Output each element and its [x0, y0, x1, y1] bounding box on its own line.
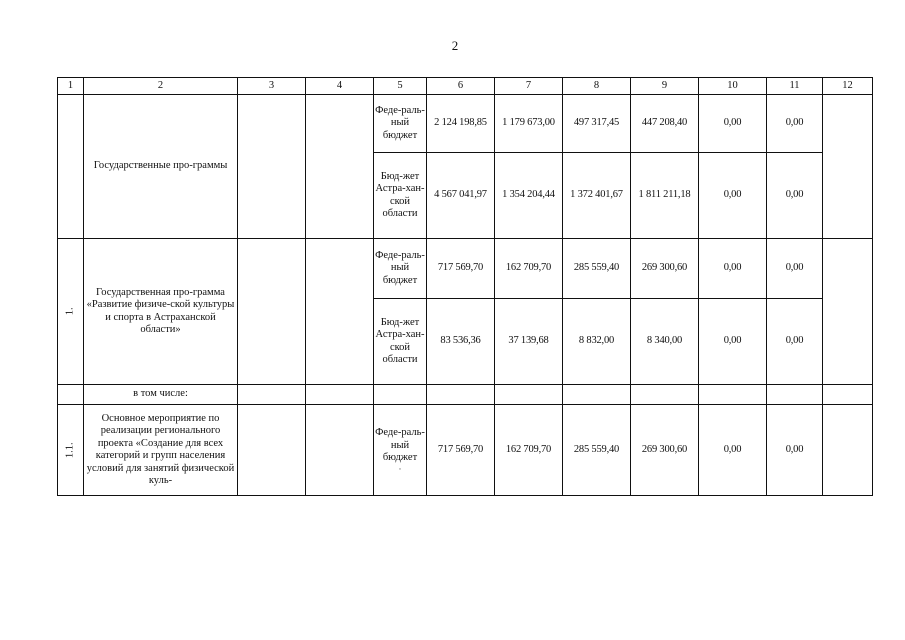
value-cell: 0,00: [699, 153, 767, 239]
column-header: 4: [306, 78, 374, 95]
empty-cell: [58, 385, 84, 405]
value-cell: 1 179 673,00: [495, 95, 563, 153]
empty-cell: [238, 385, 306, 405]
budget-source: Бюд-жет Астра-хан-ской области: [374, 299, 427, 385]
value-cell: 0,00: [767, 405, 823, 496]
budget-source: [374, 405, 427, 496]
value-cell: 497 317,45: [563, 95, 631, 153]
column-header: 11: [767, 78, 823, 95]
column-header: 10: [699, 78, 767, 95]
column-header: 5: [374, 78, 427, 95]
column-header: 6: [427, 78, 495, 95]
empty-cell: [238, 95, 306, 239]
empty-cell: [238, 405, 306, 496]
column-header: 2: [84, 78, 238, 95]
value-cell: 717 569,70: [427, 239, 495, 299]
value-cell: 0,00: [767, 239, 823, 299]
value-cell: 162 709,70: [495, 405, 563, 496]
empty-cell: [823, 239, 873, 385]
value-cell: 2 124 198,85: [427, 95, 495, 153]
empty-cell: [306, 95, 374, 239]
value-cell: 0,00: [767, 299, 823, 385]
table-row: [58, 385, 873, 405]
column-header: 7: [495, 78, 563, 95]
row-name: Основное мероприятие по реализации регионального проекта «Создание для всех категорий и групп населения условий для занятий физической куль-: [84, 405, 238, 496]
empty-cell: [823, 95, 873, 239]
value-cell: 447 208,40: [631, 95, 699, 153]
empty-cell: [495, 385, 563, 405]
empty-cell: [238, 239, 306, 385]
empty-cell: [823, 385, 873, 405]
value-cell: 0,00: [699, 95, 767, 153]
value-cell: 0,00: [767, 95, 823, 153]
value-cell: 285 559,40: [563, 405, 631, 496]
row-name: Государственная про-грамма «Развитие физиче-ской культуры и спорта в Астраханской области»: [84, 239, 238, 385]
value-cell: 717 569,70: [427, 405, 495, 496]
value-cell: 4 567 041,97: [427, 153, 495, 239]
value-cell: 162 709,70: [495, 239, 563, 299]
scan-mark: ·: [398, 463, 402, 474]
row-name: в том числе:: [84, 385, 238, 405]
budget-table: [57, 77, 873, 496]
row-number-cell: [58, 239, 84, 385]
column-header: 8: [563, 78, 631, 95]
empty-cell: [306, 405, 374, 496]
column-header: 1: [58, 78, 84, 95]
page-number: 2: [451, 38, 459, 53]
empty-cell: [374, 385, 427, 405]
empty-cell: [306, 385, 374, 405]
value-cell: 269 300,60: [631, 239, 699, 299]
budget-source: Феде-раль-ный бюджет: [374, 239, 427, 299]
budget-source: Бюд-жет Астра-хан-ской области: [374, 153, 427, 239]
value-cell: 1 372 401,67: [563, 153, 631, 239]
empty-cell: [823, 405, 873, 496]
row-number-cell: [58, 405, 84, 496]
value-cell: 0,00: [767, 153, 823, 239]
column-header: 12: [823, 78, 873, 95]
budget-source: Феде-раль-ный бюджет: [374, 95, 427, 153]
row-number: 1.: [64, 307, 76, 316]
value-cell: 0,00: [699, 299, 767, 385]
empty-cell: [767, 385, 823, 405]
column-header-row: [58, 78, 873, 95]
value-cell: 1 811 211,18: [631, 153, 699, 239]
empty-cell: [427, 385, 495, 405]
empty-cell: [306, 239, 374, 385]
table-row: [58, 405, 873, 496]
value-cell: 83 536,36: [427, 299, 495, 385]
row-number: 1.1.: [64, 442, 76, 458]
value-cell: 269 300,60: [631, 405, 699, 496]
value-cell: 37 139,68: [495, 299, 563, 385]
budget-source-text: Феде-раль-ный бюджет: [375, 427, 425, 464]
value-cell: 285 559,40: [563, 239, 631, 299]
value-cell: 8 832,00: [563, 299, 631, 385]
empty-cell: [563, 385, 631, 405]
empty-cell: [631, 385, 699, 405]
column-header: 3: [238, 78, 306, 95]
table-row: [58, 239, 873, 299]
empty-cell: [699, 385, 767, 405]
row-name: Государственные про-граммы: [84, 95, 238, 239]
value-cell: 1 354 204,44: [495, 153, 563, 239]
table-row: [58, 95, 873, 153]
column-header: 9: [631, 78, 699, 95]
value-cell: 0,00: [699, 239, 767, 299]
row-number-cell: [58, 95, 84, 239]
value-cell: 8 340,00: [631, 299, 699, 385]
value-cell: 0,00: [699, 405, 767, 496]
